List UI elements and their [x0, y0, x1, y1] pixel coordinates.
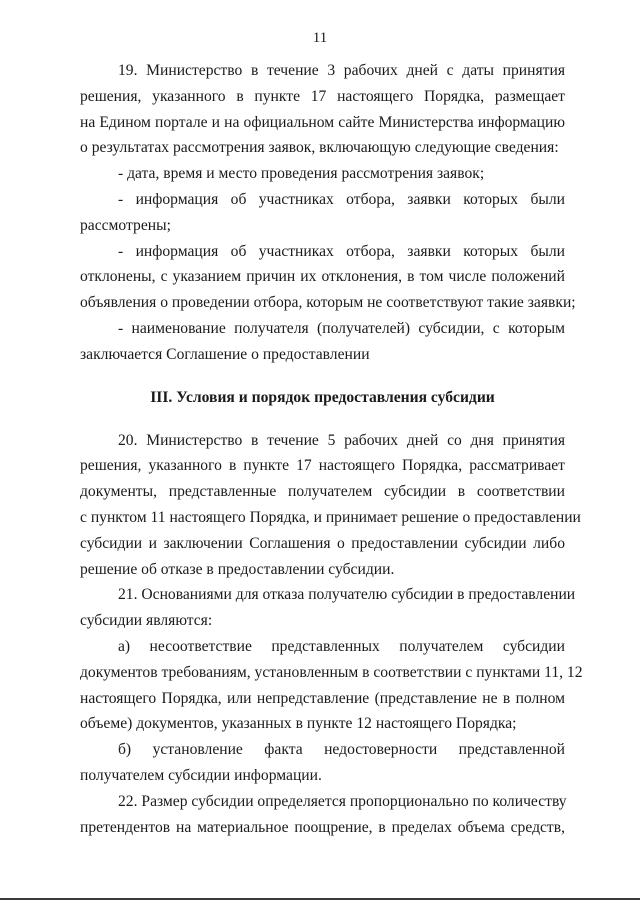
list-item-reviewed — [80, 187, 565, 239]
list-item-a — [80, 634, 583, 737]
paragraph-19 — [80, 58, 565, 161]
paragraph-line: отклонены, с указанием причин их отклонения, в том числе положений — [80, 268, 565, 286]
paragraph-line: объеме) документов, указанных в пункте 12 настоящего Порядка; — [80, 715, 517, 733]
paragraph-line: - наименование получателя (получателей) субсидии, с которым — [118, 319, 565, 337]
bottom-edge-rule — [0, 898, 640, 900]
list-item-recipient — [80, 316, 565, 368]
paragraph-line: решение об отказе в предоставлении субсидии. — [80, 560, 395, 578]
paragraph-line: с пунктом 11 настоящего Порядка, и принимает решение о предоставлении — [80, 508, 581, 526]
paragraph-line: решения, указанного в пункте 17 настоящего Порядка, размещает — [80, 87, 565, 105]
list-item-rejected — [80, 239, 576, 316]
paragraph-line: 22. Размер субсидии определяется пропорционально по количеству — [118, 792, 567, 810]
paragraph-line: на Едином портале и на официальном сайте Министерства информацию — [80, 113, 565, 131]
list-item-b — [80, 737, 565, 789]
paragraph-line: субсидии и заключении Соглашения о предоставлении субсидии либо — [80, 534, 565, 552]
page-number: 11 — [312, 30, 328, 46]
paragraph-line: а) несоответствие представленных получателем субсидии — [118, 637, 565, 655]
paragraph-line: - информация об участниках отбора, заявки которых были — [118, 242, 565, 260]
paragraph-line: - информация об участниках отбора, заявки которых были — [118, 190, 565, 208]
paragraph-line: документов требованиям, установленным в соответствии с пунктами 11, 12 — [80, 663, 583, 681]
paragraph-line: субсидии являются: — [80, 612, 213, 630]
paragraph-line: документы, представленные получателем субсидии в соответствии — [80, 483, 565, 501]
paragraph-line: рассмотрены; — [80, 216, 171, 234]
list-item-date — [80, 161, 565, 187]
paragraph-line: заключается Соглашение о предоставлении — [80, 345, 370, 363]
paragraph-line: 19. Министерство в течение 3 рабочих дней с даты принятия — [118, 62, 565, 79]
paragraph-line: настоящего Порядка, или непредставление (представление не в полном — [80, 689, 565, 707]
paragraph-line: б) установление факта недостоверности представленной — [118, 741, 565, 759]
section-spacer — [80, 368, 565, 384]
paragraph-line: получателем субсидии информации. — [80, 766, 322, 784]
paragraph-line: претендентов на материальное поощрение, в пределах объема средств, — [80, 818, 565, 836]
paragraph-20 — [80, 428, 581, 583]
document-body — [80, 58, 583, 840]
section-spacer — [80, 412, 565, 428]
paragraph-22 — [80, 789, 565, 841]
paragraph-line: 21. Основаниями для отказа получателю субсидии в предоставлении — [118, 586, 576, 604]
paragraph-line: - дата, время и место проведения рассмотрения заявок; — [118, 165, 485, 183]
paragraph-line: объявления о проведении отбора, которым не соответствуют такие заявки; — [80, 294, 576, 312]
paragraph-21 — [80, 582, 576, 634]
paragraph-line: 20. Министерство в течение 5 рабочих дней со дня принятия — [118, 431, 565, 449]
section-heading: III. Условия и порядок предоставления субсидии — [150, 388, 495, 406]
paragraph-line: о результатах рассмотрения заявок, включающую следующие сведения: — [80, 139, 559, 157]
paragraph-line: решения, указанного в пункте 17 настоящего Порядка, рассматривает — [80, 457, 565, 475]
